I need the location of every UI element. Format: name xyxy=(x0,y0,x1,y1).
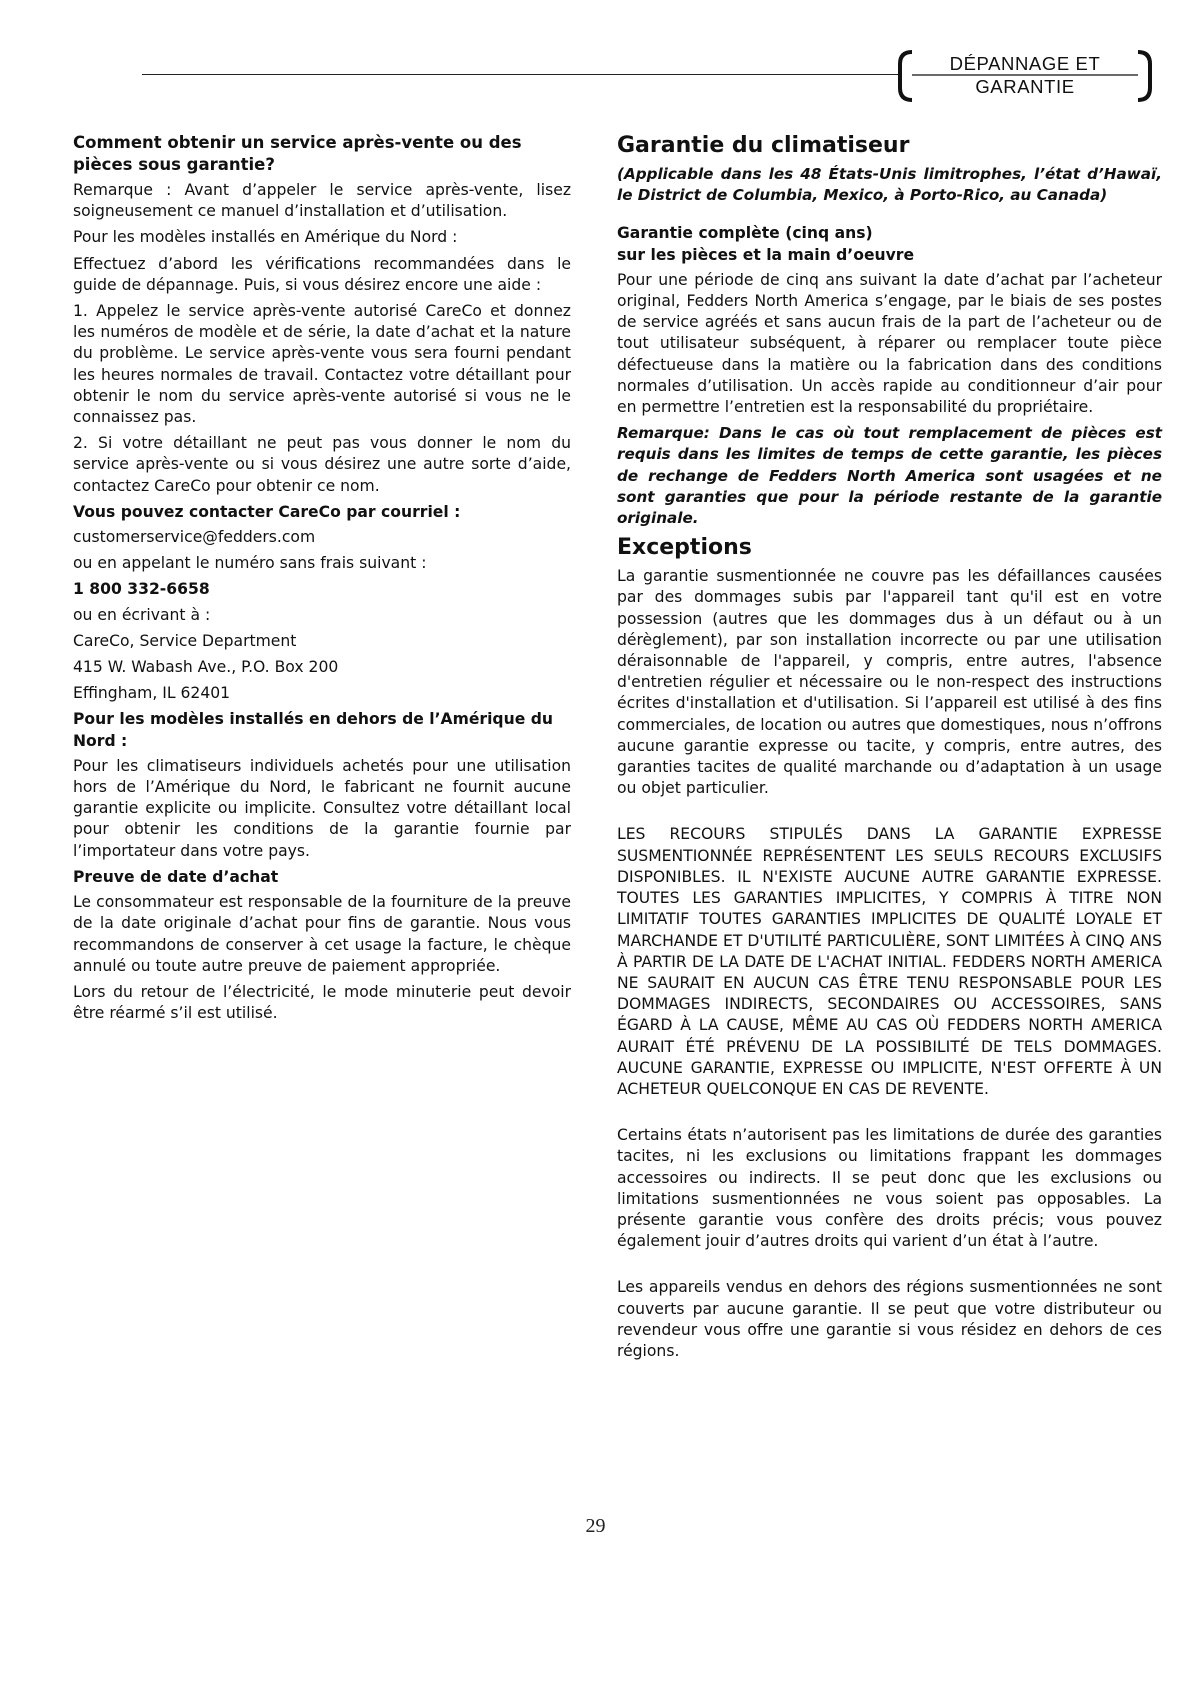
write-intro: ou en écrivant à : xyxy=(73,605,211,624)
contact-email: customerservice@fedders.com xyxy=(73,528,316,547)
contact-phone: 1 800 332-6658 xyxy=(73,580,210,599)
page-number: 29 xyxy=(585,1515,606,1537)
remark-paragraph: Remarque : Avant d’appeler le service après-vente, lisez soigneusement ce manuel d’installation et d’utilisation. xyxy=(73,181,571,221)
full-warranty-heading-line2: sur les pièces et la main d’oeuvre xyxy=(617,245,915,264)
address-line1: CareCo, Service Department xyxy=(73,631,297,650)
right-column xyxy=(617,132,1162,1367)
checks-paragraph: Effectuez d’abord les vérifications recommandées dans le guide de dépannage. Puis, si vous désirez encore une aide : xyxy=(73,254,571,294)
power-paragraph: Lors du retour de l’électricité, le mode minuterie peut devoir être réarmé s’il est utilisé. xyxy=(73,982,571,1023)
warranty-note: Remarque: Dans le cas où tout remplacement de pièces est requis dans les limites de temps de cette garantie, les pièces de rechange de Fedders North America sont usagées et ne sont garanties que pour la période restante de la garantie originale. xyxy=(617,424,1162,528)
applicable-regions: (Applicable dans les 48 États-Unis limitrophes, l’état d’Hawaï, le District de Columbia, Mexico, à Porto-Rico, au Canada) xyxy=(617,165,1162,205)
outside-regions-paragraph: Les appareils vendus en dehors des régions susmentionnées ne sont couverts par aucune garantie. Il se peut que votre distributeur ou revendeur vous offre une garantie si vous résidez en dehors de ces régions. xyxy=(617,1278,1162,1360)
warranty-paragraph: Pour une période de cinq ans suivant la date d’achat par l’acheteur original, Fedders North America s’engage, par le biais de ses postes de service agréés et sans aucun frais de la part de l’acheteur ou de tout utilisateur subséquent, à réparer ou remplacer toute pièce défectueuse dans la matière ou la fabrication dans des conditions normales d’utilisation. Un accès rapide au conditionneur d’air pour en permettre l’entretien est la responsabilité du propriétaire. xyxy=(617,270,1162,417)
left-column xyxy=(73,132,571,1029)
states-paragraph: Certains états n’autorisent pas les limitations de durée des garanties tacites, ni les exclusions ou limitations frappant les dommages accessoires ou indirects. Il se peut donc que les exclusions ou limitations susmentionnées ne vous soient pas opposables. La présente garantie vous confère des droits précis; vous pouvez également jouir d’autres droits qui varient d’un état à l’autre. xyxy=(617,1126,1162,1251)
north-america-paragraph: Pour les modèles installés en Amérique du Nord : xyxy=(73,228,458,247)
address-line2: 415 W. Wabash Ave., P.O. Box 200 xyxy=(73,658,339,677)
address-line3: Effingham, IL 62401 xyxy=(73,684,231,703)
phone-intro: ou en appelant le numéro sans frais suivant : xyxy=(73,554,427,573)
section-tab xyxy=(898,50,1152,102)
outside-na-paragraph: Pour les climatiseurs individuels achetés pour une utilisation hors de l’Amérique du Nord, le fabricant ne fournit aucune garantie explicite ou implicite. Consultez votre détaillant local pour obtenir les conditions de la garantie fournie par l’importateur dans votre pays. xyxy=(73,756,571,860)
step2-paragraph: 2. Si votre détaillant ne peut pas vous donner le nom du service après-vente ou si vous désirez une autre sorte d’aide, contactez CareCo pour obtenir ce nom. xyxy=(73,434,571,495)
step1-paragraph: 1. Appelez le service après-vente autorisé CareCo et donnez les numéros de modèle et de série, la date d’achat et la nature du problème. Le service après-vente vous sera fourni pendant les heures normales de travail. Contactez votre détaillant pour obtenir le nom du service après-vente autorisé si vous ne le connaissez pas. xyxy=(73,302,571,427)
service-heading: Comment obtenir un service après-vente ou des pièces sous garantie? xyxy=(73,133,522,174)
full-warranty-heading-line1: Garantie complète (cinq ans) xyxy=(617,224,873,243)
proof-heading: Preuve de date d’achat xyxy=(73,867,279,886)
exceptions-title: Exceptions xyxy=(617,535,752,561)
warranty-title: Garantie du climatiseur xyxy=(617,133,910,158)
section-tab-line1: DÉPANNAGE ET xyxy=(949,53,1101,74)
outside-na-heading: Pour les modèles installés en dehors de l’Amérique du Nord : xyxy=(73,710,553,750)
proof-paragraph: Le consommateur est responsable de la fourniture de la preuve de la date originale d’achat pour fins de garantie. Nous vous recommandons de conserver à cet usage la facture, le chèque annulé ou toute autre preuve de paiement appropriée. xyxy=(73,893,571,975)
header-rule xyxy=(142,74,900,75)
contact-heading: Vous pouvez contacter CareCo par courriel : xyxy=(73,502,461,521)
remedies-paragraph: LES RECOURS STIPULÉS DANS LA GARANTIE EXPRESSE SUSMENTIONNÉE REPRÉSENTENT LES SEULS RECOURS EXCLUSIFS DISPONIBLES. IL N'EXISTE AUCUNE AUTRE GARANTIE EXPRESSE. TOUTES LES GARANTIES IMPLICITES, Y COMPRIS À TITRE NON LIMITATIF TOUTES GARANTIES IMPLICITES DE QUALITÉ LOYALE ET MARCHANDE ET D'UTILITÉ PARTICULIÈRE, SONT LIMITÉES À CINQ ANS À PARTIR DE LA DATE DE L'ACHAT INITIAL. FEDDERS NORTH AMERICA NE SAURAIT EN AUCUN CAS ÊTRE TENU RESPONSABLE POUR LES DOMMAGES INDIRECTS, SECONDAIRES OU ACCESSOIRES, SANS ÉGARD À LA CAUSE, MÊME AU CAS OÙ FEDDERS NORTH AMERICA AURAIT ÉTÉ PRÉVENU DE LA POSSIBILITÉ DE TELS DOMMAGES. AUCUNE GARANTIE, EXPRESSE OU IMPLICITE, N'EST OFFERTE À UN ACHETEUR QUELCONQUE EN CAS DE REVENTE. xyxy=(617,825,1162,1098)
exceptions-paragraph: La garantie susmentionnée ne couvre pas les défaillances causées par des dommages subis par l'appareil tant qu'il est en votre possession (autres que les dommages dus à un défaut ou à un dérèglement), par son installation incorrecte ou par une utilisation déraisonnable de l'appareil, y compris, entre autres, l'absence d'entretien régulier et nécessaire ou le non-respect des instructions écrites d'installation et d'utilisation. Si l’appareil est utilisé à des fins commerciales, de location ou autres que domestiques, nous n’offrons aucune garantie expresse ou tacite, y compris, entre autres, des garanties tacites de qualité marchande ou d’adaptation à un usage ou objet particulier. xyxy=(617,567,1162,798)
section-tab-line2: GARANTIE xyxy=(975,76,1075,97)
